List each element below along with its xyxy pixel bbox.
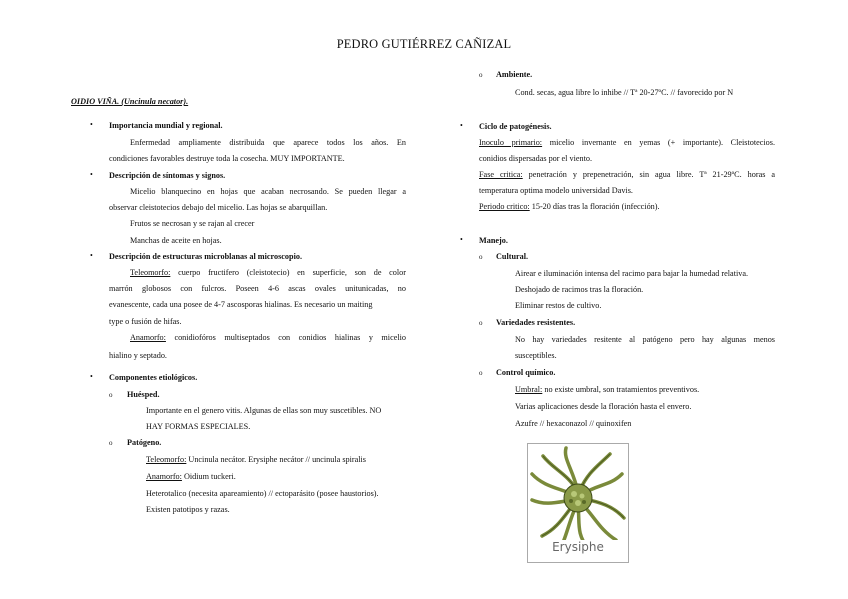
critical-period-line bbox=[479, 202, 660, 212]
threshold-line bbox=[515, 385, 699, 395]
microscope-line: hialino y septado. bbox=[109, 351, 167, 360]
symptoms-line: Micelio blanquecino en hojas que acaban necrosando. Se pueden llegar a bbox=[130, 187, 406, 196]
management-title: Manejo. bbox=[479, 236, 508, 245]
pathogen-title: Patógeno. bbox=[127, 438, 162, 447]
pathogen-teleomorph bbox=[146, 455, 366, 465]
circle-bullet: o bbox=[479, 253, 483, 261]
symptoms-title: Descripción de síntomas y signos. bbox=[109, 171, 226, 180]
environment-text: Cond. secas, agua libre lo inhibe // Tª 20-27ºC. // favorecido por N bbox=[515, 88, 734, 97]
varieties-line: No hay variedades resitente al patógeno pero hay algunas menos bbox=[515, 335, 775, 344]
environment-title: Ambiente. bbox=[496, 70, 533, 79]
anamorph-text: conidiofóros multiseptados con conidios hialinas y micelio bbox=[174, 333, 406, 342]
page-title: PEDRO GUTIÉRREZ CAÑIZAL bbox=[336, 37, 512, 51]
varieties-line: susceptibles. bbox=[515, 351, 557, 360]
chemical-line: Azufre // hexaconazol // quinoxifen bbox=[515, 419, 632, 428]
circle-bullet: o bbox=[479, 369, 483, 377]
teleomorph-line bbox=[130, 268, 406, 278]
inoculum-line bbox=[479, 138, 775, 148]
etiologic-title: Componentes etiológicos. bbox=[109, 373, 198, 382]
chemical-title: Control químico. bbox=[496, 368, 556, 377]
inoculum-text: micelio invernante en yemas (+ importante). Cleistotecios. bbox=[549, 138, 776, 147]
pathogen-line: Existen patotipos y razas. bbox=[146, 505, 230, 514]
bullet: • bbox=[90, 120, 93, 129]
critical-phase-line bbox=[479, 170, 775, 180]
circle-bullet: o bbox=[109, 439, 113, 447]
erysiphe-image bbox=[527, 443, 629, 563]
threshold-label: Umbral: bbox=[515, 385, 543, 394]
circle-bullet: o bbox=[479, 319, 483, 327]
bullet: • bbox=[460, 235, 463, 244]
teleomorph-text: cuerpo fructifero (cleistotecio) en superficie, son de color bbox=[178, 268, 406, 277]
chemical-line: Varias aplicaciones desde la floración hasta el envero. bbox=[515, 402, 692, 411]
anamorph-line bbox=[130, 333, 406, 343]
threshold-text: no existe umbral, son tratamientos preventivos. bbox=[544, 385, 700, 394]
host-title: Huésped. bbox=[127, 390, 160, 399]
section-heading bbox=[71, 97, 188, 107]
circle-bullet: o bbox=[479, 71, 483, 79]
varieties-title: Variedades resistentes. bbox=[496, 318, 576, 327]
bullet: • bbox=[90, 170, 93, 179]
microscope-title: Descripción de estructuras microblanas al microscopio. bbox=[109, 252, 302, 261]
microscope-line: evanescente, cada una posee de 4-7 ascosporas hialinas. Es necesario un maiting bbox=[109, 300, 373, 309]
pathogen-teleomorph-text: Uncinula necátor. Erysiphe necátor // uncinula spiralis bbox=[188, 455, 366, 464]
critical-period-label: Periodo critico: bbox=[479, 202, 530, 211]
cycle-title: Ciclo de patogénesis. bbox=[479, 122, 552, 131]
pathogen-line: Heterotalico (necesita apareamiento) // ectoparásito (posee haustorios). bbox=[146, 489, 379, 498]
microscope-line: marrón globosos con fulcros. Poseen 4-6 ascas ovales unitunicadas, no bbox=[109, 284, 406, 293]
symptoms-line: Frutos se necrosan y se rajan al crecer bbox=[130, 219, 255, 228]
teleomorph-label: Teleomorfo: bbox=[130, 268, 171, 277]
importance-line: condiciones favorables destruye toda la cosecha. MUY IMPORTANTE. bbox=[109, 154, 345, 163]
bullet: • bbox=[460, 121, 463, 130]
cultural-line: Airear e iluminación intensa del racimo para bajar la humedad relativa. bbox=[515, 269, 749, 278]
symptoms-line: Manchas de aceite en hojas. bbox=[130, 236, 222, 245]
bullet: • bbox=[90, 251, 93, 260]
circle-bullet: o bbox=[109, 391, 113, 399]
pathogen-anamorph bbox=[146, 472, 236, 482]
image-caption: Erysiphe bbox=[552, 540, 604, 554]
symptoms-line: observar cleistotecios debajo del micelio. Las hojas se abarquillan. bbox=[109, 203, 328, 212]
host-line: Importante en el genero vitis. Algunas de ellas son muy suscetibles. NO bbox=[146, 406, 382, 415]
importance-title: Importancia mundial y regional. bbox=[109, 121, 223, 130]
cultural-title: Cultural. bbox=[496, 252, 529, 261]
critical-phase-text: penetración y prepenetración, sin agua libre. Tª 21-29ºC. horas a bbox=[528, 170, 775, 179]
inoculum-label: Inoculo primario: bbox=[479, 138, 543, 147]
critical-period-text: 15-20 días tras la floración (infección). bbox=[531, 202, 660, 211]
anamorph-label: Anamorfo: bbox=[130, 333, 166, 342]
cultural-line: Eliminar restos de cultivo. bbox=[515, 301, 602, 310]
pathogen-anamorph-label: Anamorfo: bbox=[146, 472, 182, 481]
bullet: • bbox=[90, 372, 93, 381]
section-heading-text: OIDIO VIÑA. (Uncinula necator). bbox=[71, 97, 189, 106]
cycle-line: conidios dispersadas por el viento. bbox=[479, 154, 593, 163]
microscope-line: type o fusión de hifas. bbox=[109, 317, 182, 326]
critical-phase-label: Fase critica: bbox=[479, 170, 523, 179]
importance-line: Enfermedad ampliamente distribuida que aparece todos los años. En bbox=[130, 138, 406, 147]
cycle-line: temperatura optima modelo universidad Davis. bbox=[479, 186, 633, 195]
pathogen-anamorph-text: Oidium tuckeri. bbox=[183, 472, 236, 481]
host-line: HAY FORMAS ESPECIALES. bbox=[146, 422, 251, 431]
pathogen-teleomorph-label: Teleomorfo: bbox=[146, 455, 187, 464]
cultural-line: Deshojado de racimos tras la floración. bbox=[515, 285, 644, 294]
